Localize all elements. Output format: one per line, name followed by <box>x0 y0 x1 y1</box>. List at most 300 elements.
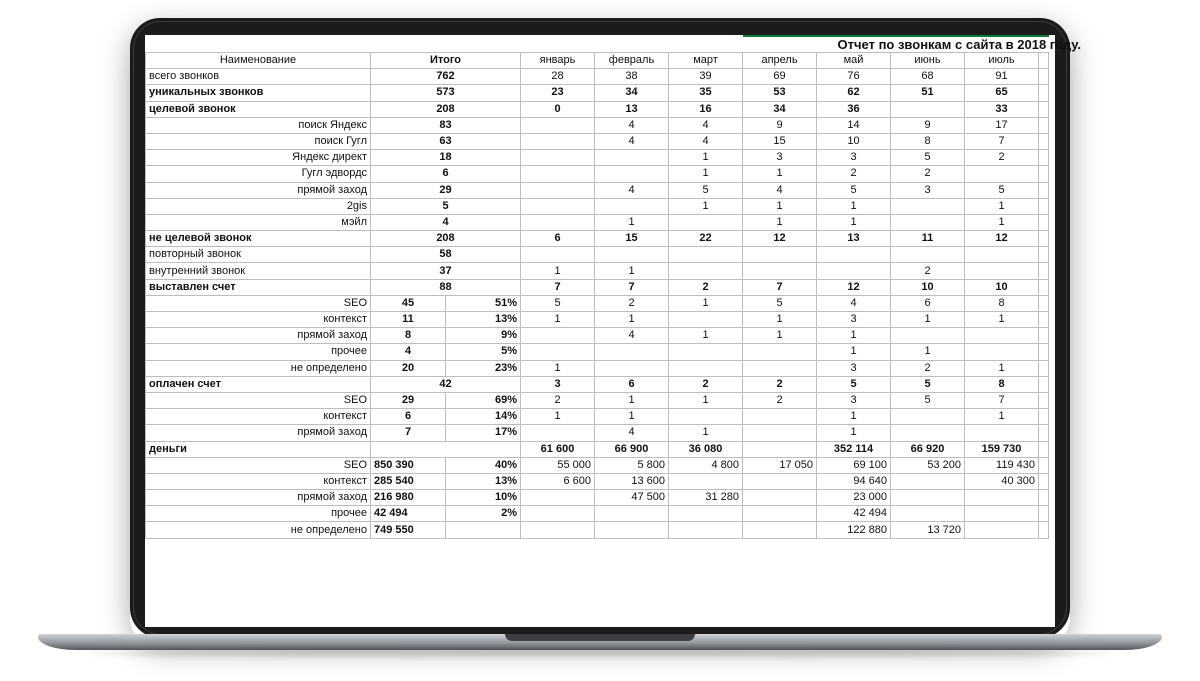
month-cell[interactable]: 1 <box>743 198 817 214</box>
row-percent[interactable]: 17% <box>446 425 521 441</box>
month-cell[interactable]: 3 <box>743 150 817 166</box>
month-cell[interactable]: 1 <box>669 328 743 344</box>
month-cell[interactable] <box>595 506 669 522</box>
month-cell[interactable] <box>595 198 669 214</box>
row-percent[interactable]: 40% <box>446 457 521 473</box>
month-cell[interactable] <box>965 522 1039 538</box>
month-cell[interactable]: 4 <box>595 133 669 149</box>
month-cell[interactable]: 62 <box>817 85 891 101</box>
month-cell[interactable]: 2 <box>743 392 817 408</box>
header-month[interactable]: июнь <box>891 53 965 69</box>
header-month[interactable]: июль <box>965 53 1039 69</box>
row-label[interactable]: контекст <box>146 312 371 328</box>
month-cell[interactable] <box>669 409 743 425</box>
month-cell[interactable]: 1 <box>595 214 669 230</box>
month-cell[interactable]: 13 600 <box>595 473 669 489</box>
empty-cell[interactable] <box>1039 53 1049 69</box>
month-cell[interactable]: 1 <box>521 360 595 376</box>
row-total[interactable]: 208 <box>371 101 521 117</box>
month-cell[interactable]: 1 <box>743 312 817 328</box>
header-name[interactable]: Наименование <box>146 53 371 69</box>
row-percent[interactable]: 23% <box>446 360 521 376</box>
month-cell[interactable]: 4 <box>595 117 669 133</box>
month-cell[interactable]: 1 <box>817 214 891 230</box>
row-total[interactable]: 63 <box>371 133 521 149</box>
month-cell[interactable] <box>743 522 817 538</box>
row-label[interactable]: целевой звонок <box>146 101 371 117</box>
row-total[interactable]: 7 <box>371 425 446 441</box>
row-label[interactable]: мэйл <box>146 214 371 230</box>
month-cell[interactable] <box>891 198 965 214</box>
month-cell[interactable]: 55 000 <box>521 457 595 473</box>
month-cell[interactable]: 1 <box>595 409 669 425</box>
row-percent[interactable]: 9% <box>446 328 521 344</box>
month-cell[interactable] <box>743 425 817 441</box>
empty-cell[interactable] <box>1039 133 1049 149</box>
month-cell[interactable] <box>743 247 817 263</box>
month-cell[interactable]: 0 <box>521 101 595 117</box>
month-cell[interactable] <box>595 344 669 360</box>
month-cell[interactable] <box>891 490 965 506</box>
month-cell[interactable]: 66 900 <box>595 441 669 457</box>
month-cell[interactable]: 23 000 <box>817 490 891 506</box>
month-cell[interactable] <box>743 344 817 360</box>
month-cell[interactable]: 1 <box>595 263 669 279</box>
month-cell[interactable]: 2 <box>891 263 965 279</box>
month-cell[interactable]: 15 <box>595 231 669 247</box>
month-cell[interactable] <box>743 409 817 425</box>
row-total[interactable]: 4 <box>371 214 521 230</box>
month-cell[interactable]: 7 <box>743 279 817 295</box>
row-label[interactable]: деньги <box>146 441 371 457</box>
empty-cell[interactable] <box>1039 457 1049 473</box>
month-cell[interactable] <box>965 344 1039 360</box>
month-cell[interactable]: 1 <box>669 150 743 166</box>
month-cell[interactable] <box>891 506 965 522</box>
report-title[interactable]: Отчет по звонкам с сайта в 2018 году. <box>743 36 1049 53</box>
month-cell[interactable]: 91 <box>965 69 1039 85</box>
empty-cell[interactable] <box>1039 69 1049 85</box>
month-cell[interactable]: 35 <box>669 85 743 101</box>
month-cell[interactable] <box>669 522 743 538</box>
month-cell[interactable]: 31 280 <box>669 490 743 506</box>
month-cell[interactable]: 5 <box>817 376 891 392</box>
row-total[interactable]: 6 <box>371 166 521 182</box>
month-cell[interactable] <box>965 506 1039 522</box>
row-total[interactable]: 42 494 <box>371 506 446 522</box>
month-cell[interactable] <box>669 312 743 328</box>
month-cell[interactable] <box>891 425 965 441</box>
row-total[interactable]: 6 <box>371 409 446 425</box>
empty-cell[interactable] <box>1039 263 1049 279</box>
month-cell[interactable]: 94 640 <box>817 473 891 489</box>
month-cell[interactable] <box>891 214 965 230</box>
empty-cell[interactable] <box>1039 506 1049 522</box>
month-cell[interactable]: 38 <box>595 69 669 85</box>
empty-cell[interactable] <box>1039 376 1049 392</box>
month-cell[interactable]: 1 <box>817 198 891 214</box>
month-cell[interactable] <box>669 473 743 489</box>
month-cell[interactable]: 13 <box>817 231 891 247</box>
month-cell[interactable]: 2 <box>965 150 1039 166</box>
month-cell[interactable] <box>521 344 595 360</box>
month-cell[interactable]: 1 <box>521 409 595 425</box>
empty-cell[interactable] <box>1039 166 1049 182</box>
month-cell[interactable] <box>965 490 1039 506</box>
month-cell[interactable]: 1 <box>965 360 1039 376</box>
month-cell[interactable] <box>669 344 743 360</box>
row-total[interactable]: 573 <box>371 85 521 101</box>
month-cell[interactable]: 4 <box>595 182 669 198</box>
row-label[interactable]: внутренний звонок <box>146 263 371 279</box>
month-cell[interactable]: 17 <box>965 117 1039 133</box>
row-percent[interactable]: 10% <box>446 490 521 506</box>
month-cell[interactable]: 3 <box>817 312 891 328</box>
month-cell[interactable] <box>743 360 817 376</box>
empty-cell[interactable] <box>1039 392 1049 408</box>
row-percent[interactable]: 5% <box>446 344 521 360</box>
empty-cell[interactable] <box>1039 344 1049 360</box>
month-cell[interactable]: 10 <box>891 279 965 295</box>
row-label[interactable]: прямой заход <box>146 490 371 506</box>
month-cell[interactable] <box>743 473 817 489</box>
month-cell[interactable]: 352 114 <box>817 441 891 457</box>
month-cell[interactable]: 1 <box>669 166 743 182</box>
month-cell[interactable]: 10 <box>817 133 891 149</box>
month-cell[interactable]: 23 <box>521 85 595 101</box>
month-cell[interactable]: 1 <box>817 328 891 344</box>
empty-cell[interactable] <box>1039 490 1049 506</box>
row-percent[interactable]: 13% <box>446 473 521 489</box>
month-cell[interactable]: 13 <box>595 101 669 117</box>
header-month[interactable]: январь <box>521 53 595 69</box>
month-cell[interactable] <box>521 166 595 182</box>
empty-cell[interactable] <box>1039 441 1049 457</box>
month-cell[interactable]: 15 <box>743 133 817 149</box>
month-cell[interactable]: 10 <box>965 279 1039 295</box>
row-label[interactable]: повторный звонок <box>146 247 371 263</box>
row-label[interactable]: не определено <box>146 360 371 376</box>
row-label[interactable]: уникальных звонков <box>146 85 371 101</box>
row-total[interactable]: 88 <box>371 279 521 295</box>
month-cell[interactable]: 2 <box>521 392 595 408</box>
empty-cell[interactable] <box>1039 247 1049 263</box>
row-label[interactable]: оплачен счет <box>146 376 371 392</box>
month-cell[interactable] <box>965 425 1039 441</box>
month-cell[interactable]: 1 <box>669 425 743 441</box>
month-cell[interactable] <box>743 506 817 522</box>
month-cell[interactable]: 3 <box>817 360 891 376</box>
month-cell[interactable]: 8 <box>965 376 1039 392</box>
month-cell[interactable] <box>521 133 595 149</box>
empty-cell[interactable] <box>1039 522 1049 538</box>
row-label[interactable]: Яндекс директ <box>146 150 371 166</box>
header-month[interactable]: март <box>669 53 743 69</box>
row-label[interactable]: всего звонков <box>146 69 371 85</box>
month-cell[interactable]: 9 <box>891 117 965 133</box>
month-cell[interactable]: 7 <box>521 279 595 295</box>
month-cell[interactable] <box>595 360 669 376</box>
month-cell[interactable]: 2 <box>669 376 743 392</box>
month-cell[interactable]: 1 <box>965 198 1039 214</box>
month-cell[interactable]: 17 050 <box>743 457 817 473</box>
row-label[interactable]: не определено <box>146 522 371 538</box>
row-total[interactable]: 4 <box>371 344 446 360</box>
month-cell[interactable] <box>669 247 743 263</box>
month-cell[interactable] <box>891 101 965 117</box>
month-cell[interactable]: 4 <box>669 117 743 133</box>
row-label[interactable]: контекст <box>146 409 371 425</box>
month-cell[interactable] <box>595 150 669 166</box>
empty-cell[interactable] <box>1039 312 1049 328</box>
month-cell[interactable]: 7 <box>965 392 1039 408</box>
month-cell[interactable]: 33 <box>965 101 1039 117</box>
month-cell[interactable]: 47 500 <box>595 490 669 506</box>
month-cell[interactable]: 12 <box>965 231 1039 247</box>
row-total[interactable]: 749 550 <box>371 522 446 538</box>
month-cell[interactable]: 7 <box>595 279 669 295</box>
month-cell[interactable]: 2 <box>891 360 965 376</box>
month-cell[interactable]: 16 <box>669 101 743 117</box>
month-cell[interactable]: 39 <box>669 69 743 85</box>
month-cell[interactable] <box>521 506 595 522</box>
month-cell[interactable]: 65 <box>965 85 1039 101</box>
month-cell[interactable] <box>891 473 965 489</box>
empty-cell[interactable] <box>1039 101 1049 117</box>
month-cell[interactable] <box>669 263 743 279</box>
row-label[interactable]: SEO <box>146 392 371 408</box>
month-cell[interactable]: 42 494 <box>817 506 891 522</box>
month-cell[interactable]: 8 <box>965 295 1039 311</box>
header-month[interactable]: февраль <box>595 53 669 69</box>
row-label[interactable]: не целевой звонок <box>146 231 371 247</box>
month-cell[interactable]: 5 <box>669 182 743 198</box>
month-cell[interactable]: 1 <box>669 295 743 311</box>
month-cell[interactable]: 4 <box>669 133 743 149</box>
month-cell[interactable]: 4 <box>595 425 669 441</box>
month-cell[interactable] <box>669 214 743 230</box>
month-cell[interactable]: 3 <box>817 150 891 166</box>
month-cell[interactable]: 1 <box>817 409 891 425</box>
month-cell[interactable]: 6 <box>521 231 595 247</box>
month-cell[interactable]: 12 <box>817 279 891 295</box>
month-cell[interactable] <box>891 247 965 263</box>
row-total[interactable]: 216 980 <box>371 490 446 506</box>
month-cell[interactable] <box>521 214 595 230</box>
empty-cell[interactable] <box>1039 150 1049 166</box>
month-cell[interactable]: 22 <box>669 231 743 247</box>
month-cell[interactable]: 69 100 <box>817 457 891 473</box>
month-cell[interactable]: 1 <box>521 263 595 279</box>
month-cell[interactable]: 28 <box>521 69 595 85</box>
month-cell[interactable]: 1 <box>965 312 1039 328</box>
row-label[interactable]: прочее <box>146 344 371 360</box>
month-cell[interactable]: 61 600 <box>521 441 595 457</box>
row-label[interactable]: SEO <box>146 295 371 311</box>
row-total[interactable]: 58 <box>371 247 521 263</box>
row-label[interactable]: поиск Гугл <box>146 133 371 149</box>
month-cell[interactable]: 1 <box>743 214 817 230</box>
month-cell[interactable]: 5 <box>965 182 1039 198</box>
month-cell[interactable]: 40 300 <box>965 473 1039 489</box>
month-cell[interactable]: 76 <box>817 69 891 85</box>
month-cell[interactable]: 51 <box>891 85 965 101</box>
month-cell[interactable]: 5 <box>891 392 965 408</box>
month-cell[interactable]: 119 430 <box>965 457 1039 473</box>
month-cell[interactable]: 2 <box>743 376 817 392</box>
empty-cell[interactable] <box>1039 328 1049 344</box>
month-cell[interactable]: 1 <box>521 312 595 328</box>
empty-cell[interactable] <box>1039 409 1049 425</box>
month-cell[interactable]: 34 <box>743 101 817 117</box>
month-cell[interactable] <box>965 328 1039 344</box>
row-total[interactable]: 29 <box>371 182 521 198</box>
month-cell[interactable]: 1 <box>965 214 1039 230</box>
month-cell[interactable]: 1 <box>743 166 817 182</box>
empty-cell[interactable] <box>1039 360 1049 376</box>
header-month[interactable]: апрель <box>743 53 817 69</box>
empty-cell[interactable] <box>146 36 743 53</box>
month-cell[interactable] <box>521 522 595 538</box>
row-percent[interactable] <box>446 522 521 538</box>
row-percent[interactable]: 13% <box>446 312 521 328</box>
month-cell[interactable]: 4 <box>743 182 817 198</box>
month-cell[interactable] <box>743 490 817 506</box>
month-cell[interactable]: 1 <box>891 344 965 360</box>
row-total[interactable]: 45 <box>371 295 446 311</box>
month-cell[interactable]: 4 800 <box>669 457 743 473</box>
month-cell[interactable]: 68 <box>891 69 965 85</box>
empty-cell[interactable] <box>1039 117 1049 133</box>
row-total[interactable]: 37 <box>371 263 521 279</box>
month-cell[interactable] <box>521 328 595 344</box>
month-cell[interactable]: 5 <box>891 376 965 392</box>
month-cell[interactable]: 3 <box>891 182 965 198</box>
month-cell[interactable]: 5 <box>743 295 817 311</box>
month-cell[interactable]: 53 <box>743 85 817 101</box>
empty-cell[interactable] <box>1039 231 1049 247</box>
month-cell[interactable]: 6 600 <box>521 473 595 489</box>
row-label[interactable]: Гугл эдвордс <box>146 166 371 182</box>
month-cell[interactable]: 4 <box>595 328 669 344</box>
month-cell[interactable] <box>595 247 669 263</box>
month-cell[interactable]: 2 <box>891 166 965 182</box>
month-cell[interactable] <box>669 506 743 522</box>
header-month[interactable]: май <box>817 53 891 69</box>
month-cell[interactable]: 1 <box>669 198 743 214</box>
month-cell[interactable]: 3 <box>817 392 891 408</box>
row-total[interactable]: 83 <box>371 117 521 133</box>
empty-cell[interactable] <box>1039 279 1049 295</box>
empty-cell[interactable] <box>1039 182 1049 198</box>
row-label[interactable]: 2gis <box>146 198 371 214</box>
month-cell[interactable] <box>521 182 595 198</box>
row-total[interactable]: 8 <box>371 328 446 344</box>
month-cell[interactable]: 9 <box>743 117 817 133</box>
month-cell[interactable] <box>965 263 1039 279</box>
row-label[interactable]: поиск Яндекс <box>146 117 371 133</box>
row-percent[interactable]: 14% <box>446 409 521 425</box>
row-total[interactable]: 29 <box>371 392 446 408</box>
month-cell[interactable]: 36 <box>817 101 891 117</box>
row-label[interactable]: выставлен счет <box>146 279 371 295</box>
month-cell[interactable]: 53 200 <box>891 457 965 473</box>
month-cell[interactable] <box>965 247 1039 263</box>
month-cell[interactable]: 5 <box>521 295 595 311</box>
month-cell[interactable] <box>743 263 817 279</box>
month-cell[interactable]: 8 <box>891 133 965 149</box>
month-cell[interactable]: 4 <box>817 295 891 311</box>
month-cell[interactable] <box>521 490 595 506</box>
empty-cell[interactable] <box>1039 198 1049 214</box>
month-cell[interactable]: 1 <box>743 328 817 344</box>
row-label[interactable]: прямой заход <box>146 328 371 344</box>
month-cell[interactable] <box>817 263 891 279</box>
month-cell[interactable]: 1 <box>669 392 743 408</box>
month-cell[interactable] <box>595 166 669 182</box>
month-cell[interactable]: 11 <box>891 231 965 247</box>
row-total[interactable]: 5 <box>371 198 521 214</box>
month-cell[interactable]: 5 <box>891 150 965 166</box>
month-cell[interactable] <box>521 198 595 214</box>
month-cell[interactable]: 69 <box>743 69 817 85</box>
month-cell[interactable] <box>521 247 595 263</box>
month-cell[interactable] <box>891 409 965 425</box>
row-percent[interactable]: 69% <box>446 392 521 408</box>
empty-cell[interactable] <box>1039 295 1049 311</box>
month-cell[interactable]: 6 <box>595 376 669 392</box>
month-cell[interactable]: 2 <box>595 295 669 311</box>
empty-cell[interactable] <box>1039 425 1049 441</box>
row-label[interactable]: прочее <box>146 506 371 522</box>
empty-cell[interactable] <box>1039 473 1049 489</box>
empty-cell[interactable] <box>1039 85 1049 101</box>
month-cell[interactable]: 1 <box>965 409 1039 425</box>
month-cell[interactable] <box>521 425 595 441</box>
month-cell[interactable] <box>891 328 965 344</box>
month-cell[interactable]: 1 <box>595 392 669 408</box>
month-cell[interactable] <box>817 247 891 263</box>
month-cell[interactable]: 1 <box>817 425 891 441</box>
month-cell[interactable]: 122 880 <box>817 522 891 538</box>
row-label[interactable]: прямой заход <box>146 182 371 198</box>
month-cell[interactable] <box>521 117 595 133</box>
month-cell[interactable]: 7 <box>965 133 1039 149</box>
month-cell[interactable] <box>521 150 595 166</box>
row-total[interactable]: 18 <box>371 150 521 166</box>
month-cell[interactable]: 3 <box>521 376 595 392</box>
month-cell[interactable]: 12 <box>743 231 817 247</box>
row-label[interactable]: прямой заход <box>146 425 371 441</box>
month-cell[interactable] <box>595 522 669 538</box>
month-cell[interactable]: 1 <box>891 312 965 328</box>
row-total[interactable]: 20 <box>371 360 446 376</box>
empty-cell[interactable] <box>1039 214 1049 230</box>
header-total[interactable]: Итого <box>371 53 521 69</box>
row-total[interactable]: 42 <box>371 376 521 392</box>
month-cell[interactable]: 159 730 <box>965 441 1039 457</box>
month-cell[interactable]: 5 <box>817 182 891 198</box>
row-label[interactable]: контекст <box>146 473 371 489</box>
month-cell[interactable]: 6 <box>891 295 965 311</box>
month-cell[interactable]: 5 800 <box>595 457 669 473</box>
month-cell[interactable]: 14 <box>817 117 891 133</box>
row-percent[interactable]: 51% <box>446 295 521 311</box>
month-cell[interactable]: 13 720 <box>891 522 965 538</box>
row-total[interactable]: 850 390 <box>371 457 446 473</box>
row-total[interactable]: 11 <box>371 312 446 328</box>
row-total[interactable] <box>371 441 521 457</box>
